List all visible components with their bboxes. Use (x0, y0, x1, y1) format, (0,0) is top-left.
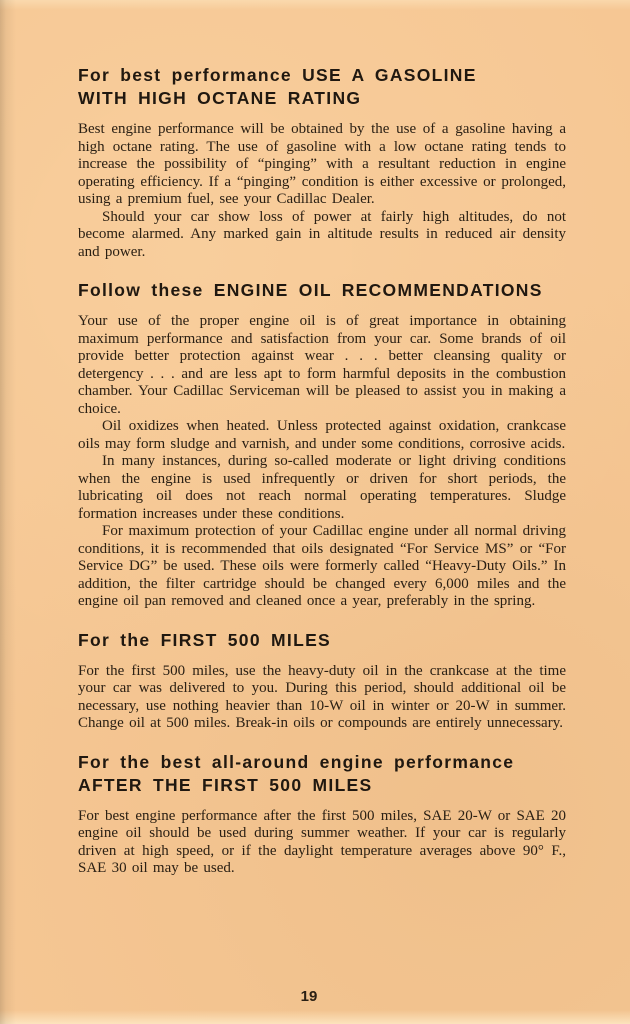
heading-line: WITH HIGH OCTANE RATING (78, 88, 362, 108)
section-heading (78, 629, 566, 652)
paragraph: For the first 500 miles, use the heavy-duty oil in the crankcase at the time your car was delivered to you. During this period, should additional oil be necessary, use nothing heavier than 10-W oil in winter or 20-W in summer. Change oil at 500 miles. Break-in oils or compounds are entirely unnecessary. (78, 662, 566, 731)
section-engine-oil (78, 279, 566, 611)
section-first-500-miles (78, 629, 566, 733)
section-heading (78, 279, 566, 302)
paragraph: For maximum protection of your Cadillac engine under all normal driving conditions, it is recommended that oils designated “For Service MS” or “For Service DG” be used. These oils were formerly called “Heavy-Duty Oils.” In addition, the filter cartridge should be changed every 6,000 miles and the engine oil pan removed and cleaned once a year, preferably in the spring. (78, 523, 566, 609)
section-heading (78, 64, 566, 110)
heading-line: AFTER THE FIRST 500 MILES (78, 774, 373, 795)
section-gasoline (78, 64, 566, 261)
page-number: 19 (300, 988, 318, 1005)
heading-line: For the FIRST 500 MILES (78, 629, 332, 650)
section-heading (78, 751, 566, 797)
paragraph: For best engine performance after the first 500 miles, SAE 20-W or SAE 20 engine oil should be used during summer weather. If your car is regularly driven at high speed, or if the daylight temperature averages above 90° F., SAE 30 oil may be used. (78, 807, 566, 876)
paragraph: In many instances, during so-called moderate or light driving conditions when the engine is used infrequently or driven for short periods, the lubricating oil does not reach normal operating temperatures. Sludge formation increases under these conditions. (78, 453, 566, 522)
heading-line: For best performance USE A GASOLINE (78, 65, 477, 85)
paragraph: Best engine performance will be obtained by the use of a gasoline having a high octane rating. The use of gasoline with a low octane rating tends to increase the possibility of “pinging” with a resultant reduction in engine operating efficiency. If a “pinging” condition is either excessive or prolonged, using a premium fuel, see your Cadillac Dealer. (78, 121, 566, 207)
paragraph: Oil oxidizes when heated. Unless protected against oxidation, crankcase oils may form sludge and varnish, and under some conditions, corrosive acids. (78, 418, 566, 452)
section-after-first-500-miles (78, 751, 566, 878)
heading-line: For the best all-around engine performance (78, 751, 515, 772)
heading-line: Follow these ENGINE OIL RECOMMENDATIONS (78, 280, 543, 300)
paragraph: Should your car show loss of power at fairly high altitudes, do not become alarmed. Any marked gain in altitude results in reduced air density and power. (78, 208, 566, 260)
paragraph: Your use of the proper engine oil is of great importance in obtaining maximum performance and satisfaction from your car. Some brands of oil provide better protection against wear . . . better cleansing quality or detergency . . . and are less apt to form harmful deposits in the combustion chamber. Your Cadillac Serviceman will be pleased to assist you in making a choice. (78, 313, 566, 417)
